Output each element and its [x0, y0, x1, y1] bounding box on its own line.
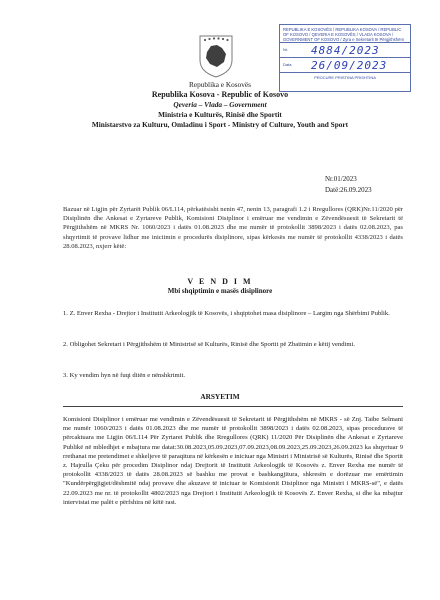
republic-full-title: Republika Kosova - Republic of Kosovo: [151, 90, 289, 99]
stamp-header: REPUBLIKA E KOSOVËS / REPUBLIKA KOSOVA / REPUBLIC OF KOSOVO / QEVERIA E KOSOVËS / VLADA KOSOVA / GOVERNMENT OF KOSOVO / Zyra e Sekretarit të Përgjithshëm: [280, 25, 410, 43]
stamp-number-row: [280, 43, 410, 58]
ministry-title: Ministria e Kulturës, Rinisë dhe Sportit: [158, 110, 282, 119]
document-date: Datë:26.09.2023: [325, 186, 372, 194]
intro-paragraph: Bazuar në Ligjin për Zyrtarët Publik 06/L114, përkatësisht nenin 47, nenin 13, paragrafi 1.2 i Rregullores (QRK)Nr.11/2020 për Disiplinën dhe Ankesat e Zyrtareve Publik, Komisioni Disiplinor i emëruar me vendimin e Zëvendësuesit të Sekretarit të Përgjithshëm në MKRS Nr. 1060/2023 i datës 01.08.2023 dhe me numër të protokollit 3898/2023 i datës 02.08.2023, pas shqyrtimit të provave lidhur me iniciimin e procedurës disiplinore, sipas kërkesës me numër të protokollit 4338/2023 i datës 28.08.2023, nxjerr këtë:: [63, 206, 403, 250]
republic-title: Republika e Kosovës: [188, 80, 251, 89]
stamp-date-label: Data: [283, 61, 292, 67]
decision-item-3: 3. Ky vendim hyn në fuqi ditën e nënshkrimit.: [63, 372, 185, 379]
decision-title: V E N D I M: [187, 277, 253, 286]
section-divider: [63, 406, 403, 407]
stamp-number-label: Nr.: [283, 46, 289, 52]
reasoning-paragraph: Komisioni Disiplinor i emëruar me vendimin e Zëvendësuesit të Sekretarit të Përgjithshëm në MKRS - së Znj. Taibe Selmani me numër 1060/2023 i datës 01.08.2023 dhe me numër të protokollit 3898/2023 i datës 02.08.2023, sipas procedurave të përcaktuara me Ligjin 06/L114 Për Zyrtaret Publik dhe Rregullores (QRK) 11/2020 Për Disiplinën dhe Ankesat e Zyrtareve Publikë në mbledhjet e mbajtura me datat:30.08.2023,05.09.2023,07.09.2023,08.09.2023,25.09.2023,26.09.2023 ka shqyrtuar 9 rrethanat me pretendimet e shkeljeve të paraqitura në kërkesën e iniciuar nga Ministri i Ministrisë së Kulturës, Rinisë dhe Sportit z. Hajrulla Çeku për procedim Disiplinor ndaj Drejtorit të Institutit Arkeologjik të Kosovës z. Enver Rexha me numër të protokollit 4338/2023 të datës 28.08.2023 së bashku me provat e bashkangjitura, shkresën e dorëzuar me emërtimin "Kundërpërgjigjet/dëshmitë ndaj provave dhe akuzave të iniciuar te Komisionit Disiplinor nga Ministri i MKRS-së", e datës 22.09.2023 me nr. të protokollit 4802/2023 nga Drejtori i Institutit Arkeologjik të Kosovës Z. Enver Rexha, si dhe ka mbajtur intervistat me palët e përfshira në këtë rast.: [63, 416, 403, 506]
government-title: Qeveria – Vlada – Government: [173, 100, 267, 109]
reasoning-title: ARSYETIM: [200, 392, 240, 401]
decision-item-1: 1. Z. Enver Rexha - Drejtor i Institutit Arkeologjik të Kosovës, i shqiptohet masa disiplinore – Largim nga Shërbimi Publik.: [63, 310, 390, 317]
decision-item-2: 2. Obligohet Sekretari i Përgjithshëm të Ministrisë së Kulturës, Rinisë dhe Sportit pë Zbatimin e këtij vendimi.: [63, 341, 355, 348]
document-number: Nr.01/2023: [325, 175, 357, 183]
kosovo-emblem: [198, 34, 234, 78]
stamp-handwritten-date: 26/09/2023: [311, 58, 388, 72]
decision-subtitle: Mbi shqiptimin e masës disiplinore: [167, 287, 273, 295]
stamp-handwritten-number: 4884/2023: [311, 43, 380, 57]
ministry-multilingual-title: Ministarstvo za Kulturu, Omladinu i Sport - Ministry of Culture, Youth and Sport: [91, 120, 349, 129]
stamp-footer: PROCURE PRISTINA PRISHTINA: [314, 75, 376, 80]
stamp-date-row: [280, 58, 410, 73]
